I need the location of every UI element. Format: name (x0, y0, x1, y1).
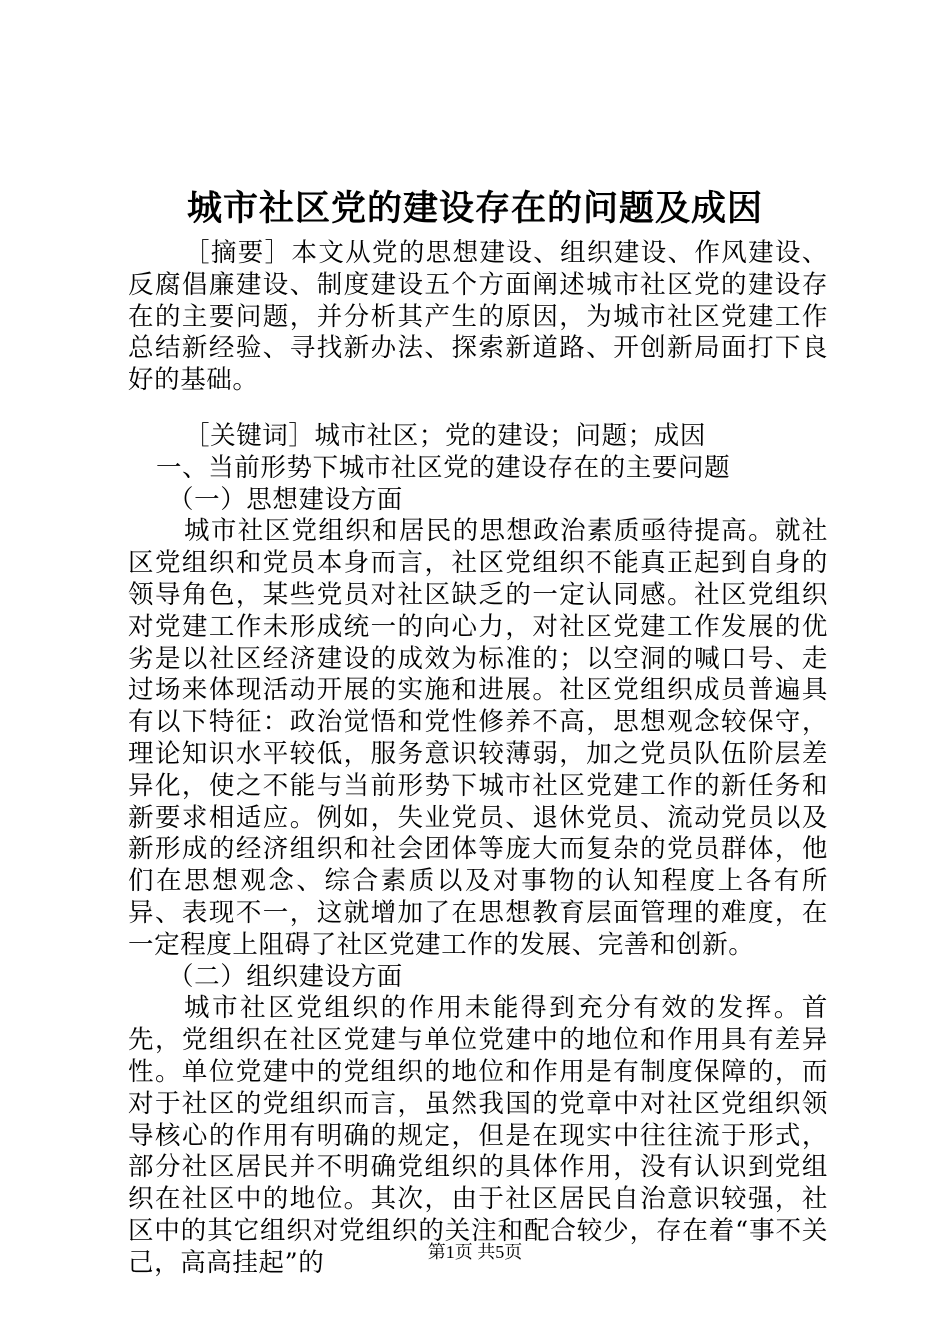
page-footer: 第1页 共5页 (427, 1242, 523, 1262)
body-paragraph: 城市社区党组织和居民的思想政治素质亟待提高。就社区党组织和党员本身而言，社区党组织不能真正起到自身的领导角色，某些党员对社区缺乏的一定认同感。社区党组织对党建工作未形成统一的向心力，对社区党建工作发展的优劣是以社区经济建设的成效为标准的；以空洞的喊口号、走过场来体现活动开展的实施和进展。社区党组织成员普遍具有以下特征：政治觉悟和党性修养不高，思想观念较保守，理论知识水平较低，服务意识较薄弱，加之党员队伍阶层差异化，使之不能与当前形势下城市社区党建工作的新任务和新要求相适应。例如，失业党员、退休党员、流动党员以及新形成的经济组织和社会团体等庞大而复杂的党员群体，他们在思想观念、综合素质以及对事物的认知程度上各有所异、表现不一，这就增加了在思想教育层面管理的难度，在一定程度上阻碍了社区党建工作的发展、完善和创新。 (128, 516, 828, 960)
keywords-paragraph: ［关键词］城市社区；党的建设；问题；成因 (184, 420, 707, 451)
section-heading: 一、当前形势下城市社区党的建设存在的主要问题 (156, 452, 731, 483)
document-title: 城市社区党的建设存在的问题及成因 (186, 188, 763, 229)
document-body (128, 238, 828, 1280)
subsection-heading: （二）组织建设方面 (168, 961, 403, 992)
body-paragraph: 城市社区党组织的作用未能得到充分有效的发挥。首先，党组织在社区党建与单位党建中的地位和作用具有差异性。单位党建中的党组织的地位和作用是有制度保障的，而对于社区的党组织而言，虽然我国的党章中对社区党组织领导核心的作用有明确的规定，但是在现实中往往流于形式，部分社区居民并不明确党组织的具体作用，没有认识到党组织在社区中的地位。其次，由于社区居民自治意识较强，社区中的其它组织对党组织的关注和配合较少，存在着“事不关己，高高挂起”的 (128, 993, 828, 1278)
subsection-heading: （一）思想建设方面 (168, 484, 403, 515)
abstract-paragraph: ［摘要］本文从党的思想建设、组织建设、作风建设、反腐倡廉建设、制度建设五个方面阐述城市社区党的建设存在的主要问题，并分析其产生的原因，为城市社区党建工作总结新经验、寻找新办法、探索新道路、开创新局面打下良好的基础。 (128, 238, 828, 396)
